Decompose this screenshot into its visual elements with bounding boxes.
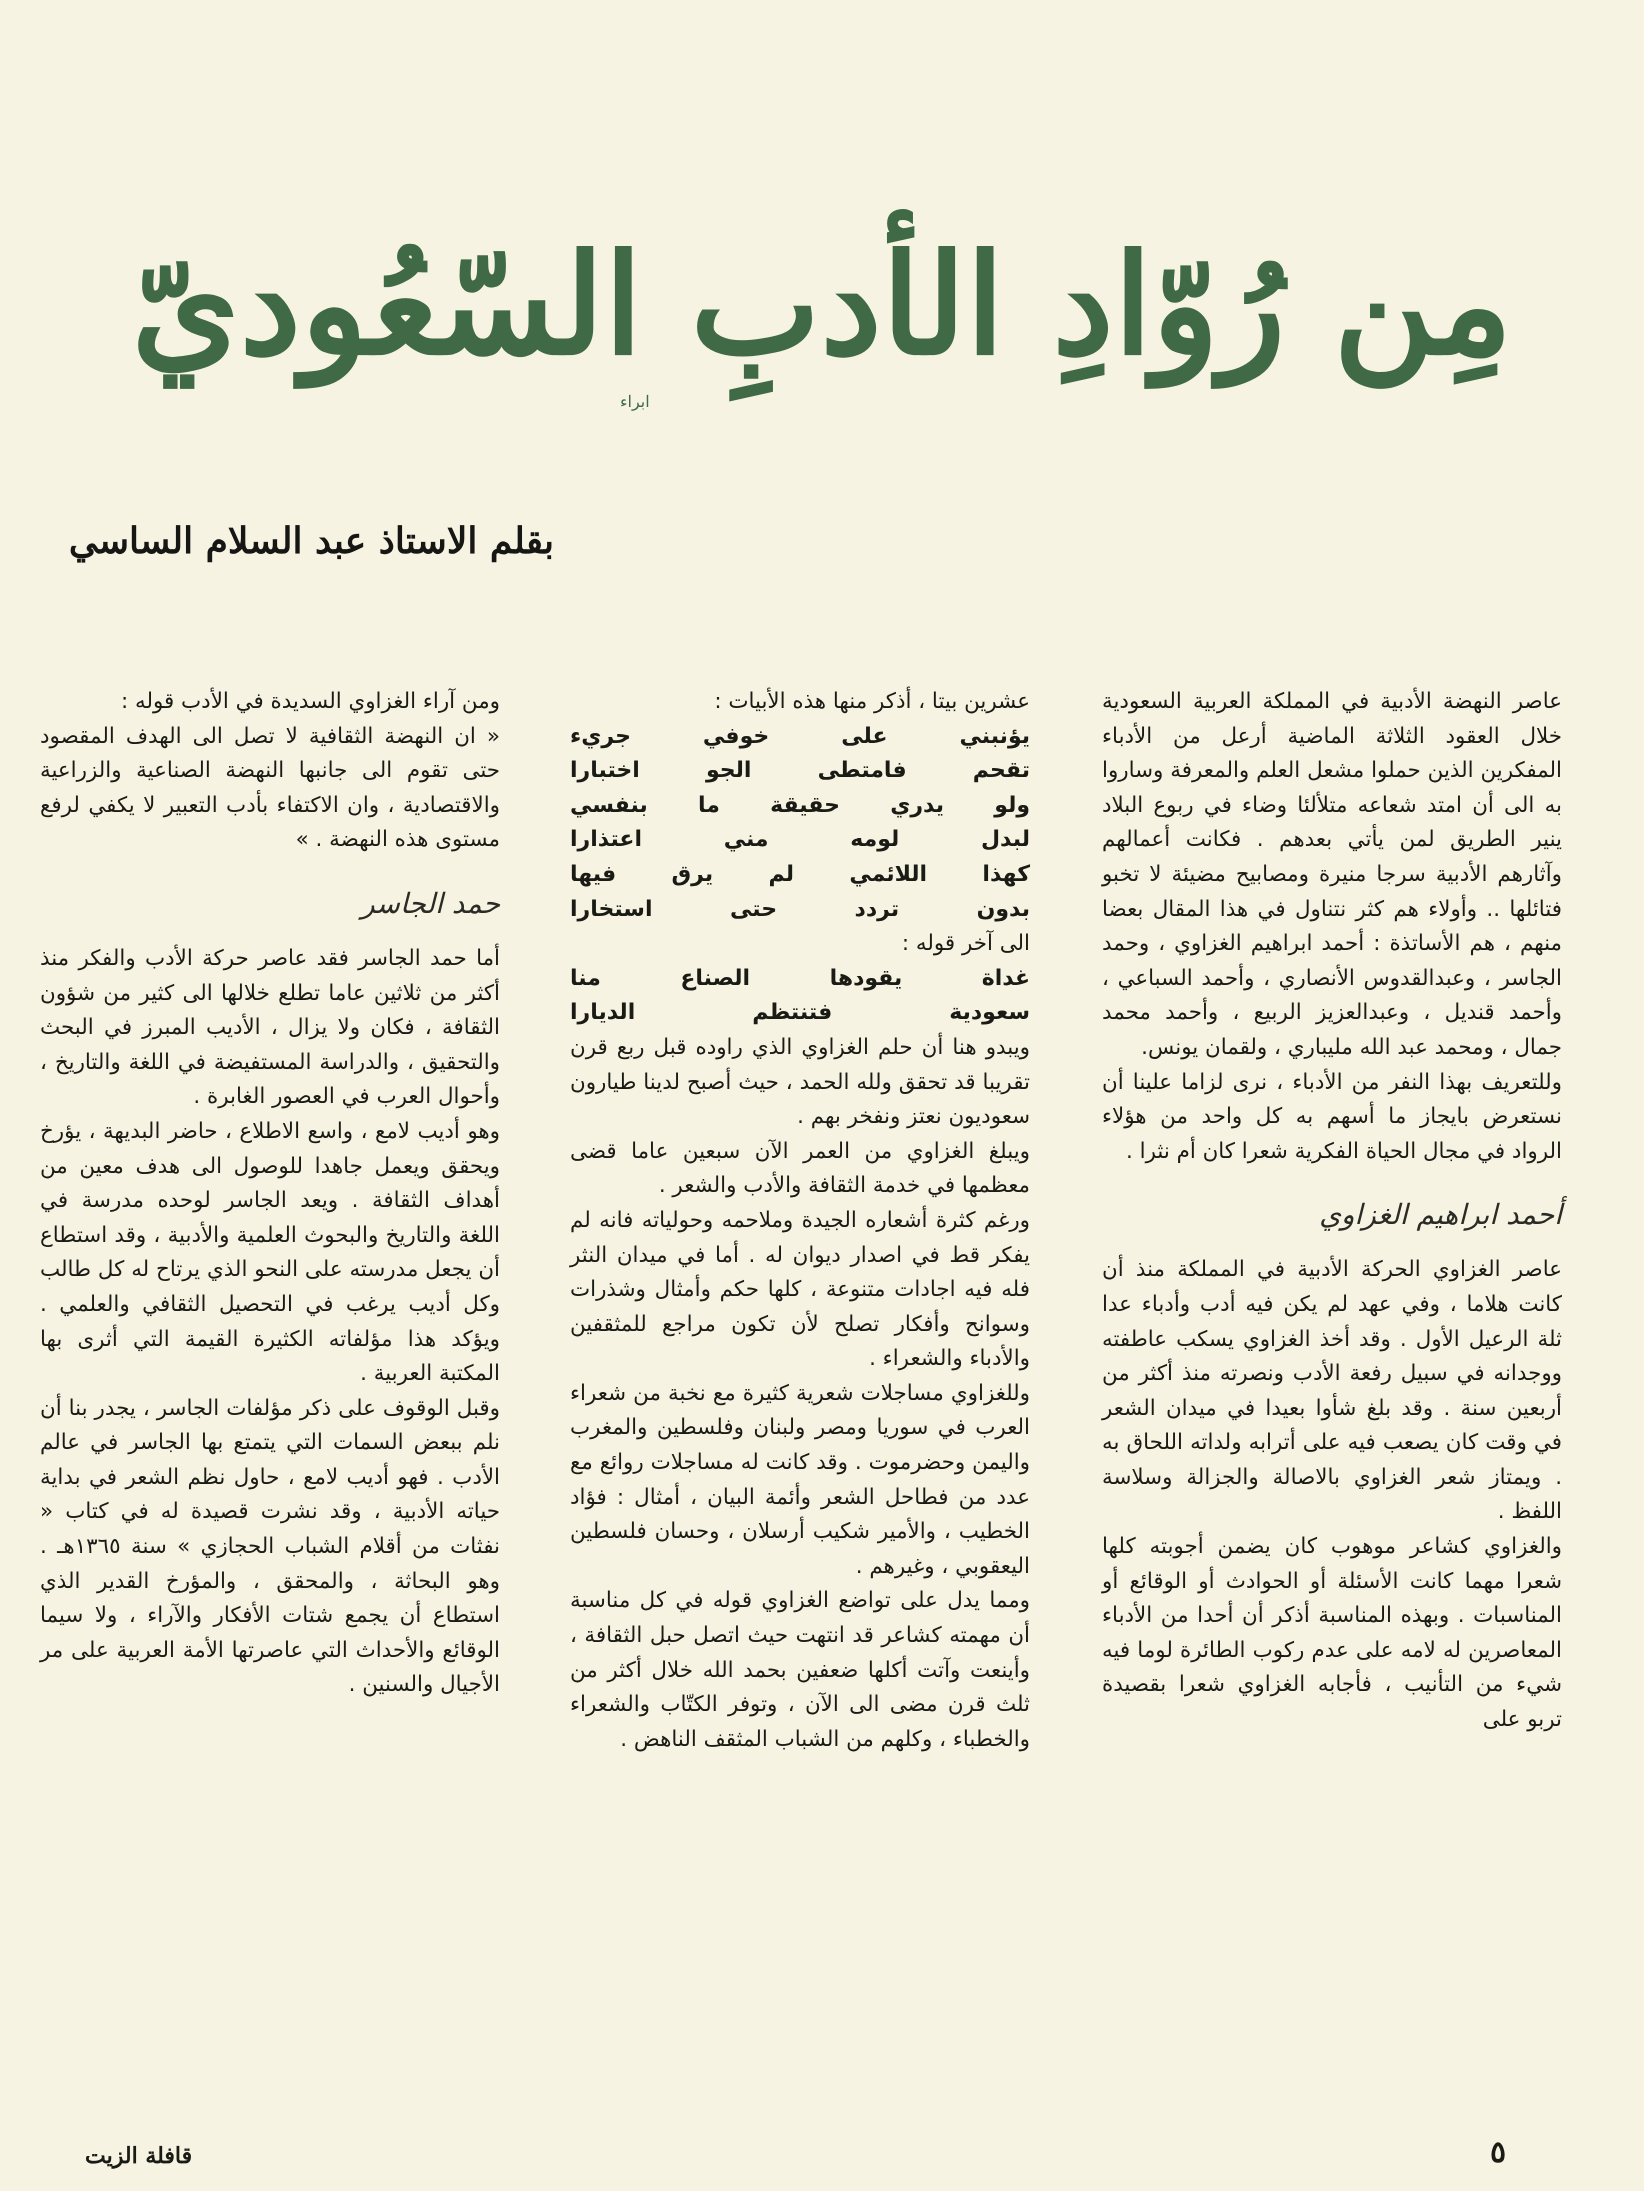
poem-line: ولو يدري حقيقة ما بنفسي [570,792,1030,818]
ghazzawi-paragraph-1: عاصر الغزاوي الحركة الأدبية في المملكة منذ أن كانت هلاما ، وفي عهد لم يكن فيه أدب وأدباء عدا ثلة الرعيل الأول . وقد أخذ الغزاوي يسكب عاطفته ووجدانه في سبيل رفعة الأدب ونصرته منذ أكثر من أربعين سنة . وقد بلغ شأوا بعيدا في ميدان الشعر في وقت كان يصعب فيه على أترابه ولداته اللحاق به . ويمتاز شعر الغزاوي بالاصالة والجزالة وسلاسة اللفظ . [1102,1257,1562,1525]
quote-paragraph: « ان النهضة الثقافية لا تصل الى الهدف المقصود حتى تقوم الى جانبها النهضة الصناعية والزراعية والاقتصادية ، وان الاكتفاء بأدب التعبير لا يكفي لرفع مستوى هذه النهضة . » [40,723,500,853]
intro-paragraph: عاصر النهضة الأدبية في المملكة العربية السعودية خلال العقود الثلاثة الماضية أرعل من الأدباء المفكرين الذين حملوا مشعل العلم والمعرفة وساروا به الى أن امتد شعاعه متلألئا وضاء في ربوع البلاد ينير الطريق لمن يأتي بعدهم . فكانت أعمالهم وآثارهم الأدبية سرجا منيرة ومصابيح مضيئة لا تخبو فتائلها .. وأولاء هم كثر نتناول في هذا المقال بعضا منهم ، هم الأساتذة : أحمد ابراهيم الغزاوي ، وحمد الجاسر ، وعبدالقدوس الأنصاري ، وأحمد السباعي ، وأحمد قنديل ، وعبدالعزيز الربيع ، وأحمد محمد جمال ، ومحمد عبد الله مليباري ، ولقمان يونس. [1102,689,1562,1060]
page-number: ٥ [1490,2135,1507,2170]
magazine-name: قافلة الزيت [85,2143,193,2169]
author-byline: بقلم الاستاذ عبد السلام الساسي [68,520,554,562]
ghazzawi-paragraph-2: والغزاوي كشاعر موهوب كان يضمن أجوبته كلها شعرا مهما كانت الأسئلة أو الحوادث أو الوقائع أو المناسبات . وبهذه المناسبة أذكر أن أحدا من الأدباء المعاصرين له لامه على عدم ركوب الطائرة لوما فيه شيء من التأنيب ، فأجابه الغزاوي شعرا بقصيدة تربو على [1102,1534,1562,1733]
jasser-paragraph-1: أما حمد الجاسر فقد عاصر حركة الأدب والفكر منذ أكثر من ثلاثين عاما تطلع خلالها الى كثير من شؤون الثقافة ، فكان ولا يزال ، الأديب المبرز في البحث والتحقيق ، والدراسة المستفيضة في اللغة والتاريخ ، وأحوال العرب في العصور الغابرة . [40,945,500,1110]
poem-line: تقحم فامتطى الجو اختبارا [570,758,1030,784]
poem-lead: عشرين بيتا ، أذكر منها هذه الأبيات : [714,689,1030,714]
poem-line: يؤنبني على خوفي جريء [570,723,1030,749]
jasser-paragraph-2: وهو أديب لامع ، واسع الاطلاع ، حاضر البديهة ، يؤرخ ويحقق ويعمل جاهدا للوصول الى هدف معين من أهداف الثقافة . ويعد الجاسر لوحده مدرسة في اللغة والتاريخ والبحوث العلمية والأدبية ، وقد استطاع أن يجعل مدرسته على النحو الذي يرتاح له كل طالب وكل أديب يرغب في التحصيل الثقافي والعلمي . ويؤكد هذا مؤلفاته الكثيرة القيمة التي أثرى بها المكتبة العربية . [40,1118,500,1387]
left-paragraph-1: ومن آراء الغزاوي السديدة في الأدب قوله : [120,689,500,714]
title-mark: ابراء [620,392,650,411]
section-heading-jasser: حمد الجاسر [361,886,500,920]
poem-lead-2: الى آخر قوله : [901,931,1030,957]
poem-line: سعودية فتنتظم الديارا [570,1000,1030,1026]
poem-line: غداة يقودها الصناع منا [570,965,1030,991]
jasser-paragraph-3: وقبل الوقوف على ذكر مؤلفات الجاسر ، يجدر بنا أن نلم ببعض السمات التي يتمتع بها الجاسر في عالم الأدب . فهو أديب لامع ، حاول نظم الشعر في بداية حياته الأدبية ، وقد نشرت قصيدة له في كتاب « نفثات من أقلام الشباب الحجازي » سنة ١٣٦٥هـ . وهو البحاثة ، والمحقق ، والمؤرخ القدير الذي استطاع أن يجمع شتات الأفكار والآراء ، ولا سيما الوقائع والأحداث التي عاصرتها الأمة العربية على مر الأجيال والسنين . [40,1395,500,1698]
intro-paragraph-2: وللتعريف بهذا النفر من الأدباء ، نرى لزاما علينا أن نستعرض بايجاز ما أسهم به كل واحد من هؤلاء الرواد في مجال الحياة الفكرية شعرا كان أم نثرا . [1102,1069,1562,1164]
poem-line: بدون تردد حتى استخارا [570,896,1030,922]
middle-paragraph-4: وللغزاوي مساجلات شعرية كثيرة مع نخبة من شعراء العرب في سوريا ومصر ولبنان وفلسطين والمغرب واليمن وحضرموت . وقد كانت له مساجلات روائع مع عدد من فطاحل الشعر وأئمة البيان ، أمثال : فؤاد الخطيب ، والأمير شكيب أرسلان ، وحسان فلسطين اليعقوبي ، وغيرهم . [570,1380,1030,1579]
middle-paragraph-2: ويبلغ الغزاوي من العمر الآن سبعين عاما قضى معظمها في خدمة الثقافة والأدب والشعر . [570,1138,1030,1199]
middle-paragraph-5: ومما يدل على تواضع الغزاوي قوله في كل مناسبة أن مهمته كشاعر قد انتهت حيث اتصل حبل الثقافة ، وأينعت وآتت أكلها ضعفين بحمد الله خلال أكثر من ثلث قرن مضى الى الآن ، وتوفر الكتّاب والشعراء والخطباء ، وكلهم من الشباب المثقف الناهض . [570,1588,1030,1752]
poem-line: لبدل لومه مني اعتذارا [570,827,1030,853]
section-heading-ghazzawi: أحمد ابراهيم الغزاوي [1319,1198,1562,1232]
column-left [40,685,500,1703]
middle-paragraph-1: ويبدو هنا أن حلم الغزاوي الذي راوده قبل ربع قرن تقريبا قد تحقق ولله الحمد ، حيث أصبح لدينا طيارون سعوديون نعتز ونفخر بهم . [570,1034,1030,1130]
column-right [1102,685,1562,1738]
article-title: مِن رُوّادِ الأدبِ السّعُوديّ [131,223,1513,386]
column-middle [570,685,1030,1757]
poem-line: كهذا اللائمي لم يرق فيها [570,861,1030,887]
middle-paragraph-3: ورغم كثرة أشعاره الجيدة وملاحمه وحولياته فانه لم يفكر قط في اصدار ديوان له . أما في ميدان النثر فله فيه اجادات متنوعة ، كلها حكم وأمثال وشذرات وسوانح وأفكار تصلح لأن تكون مراجع للمثقفين والأدباء والشعراء . [570,1207,1030,1372]
